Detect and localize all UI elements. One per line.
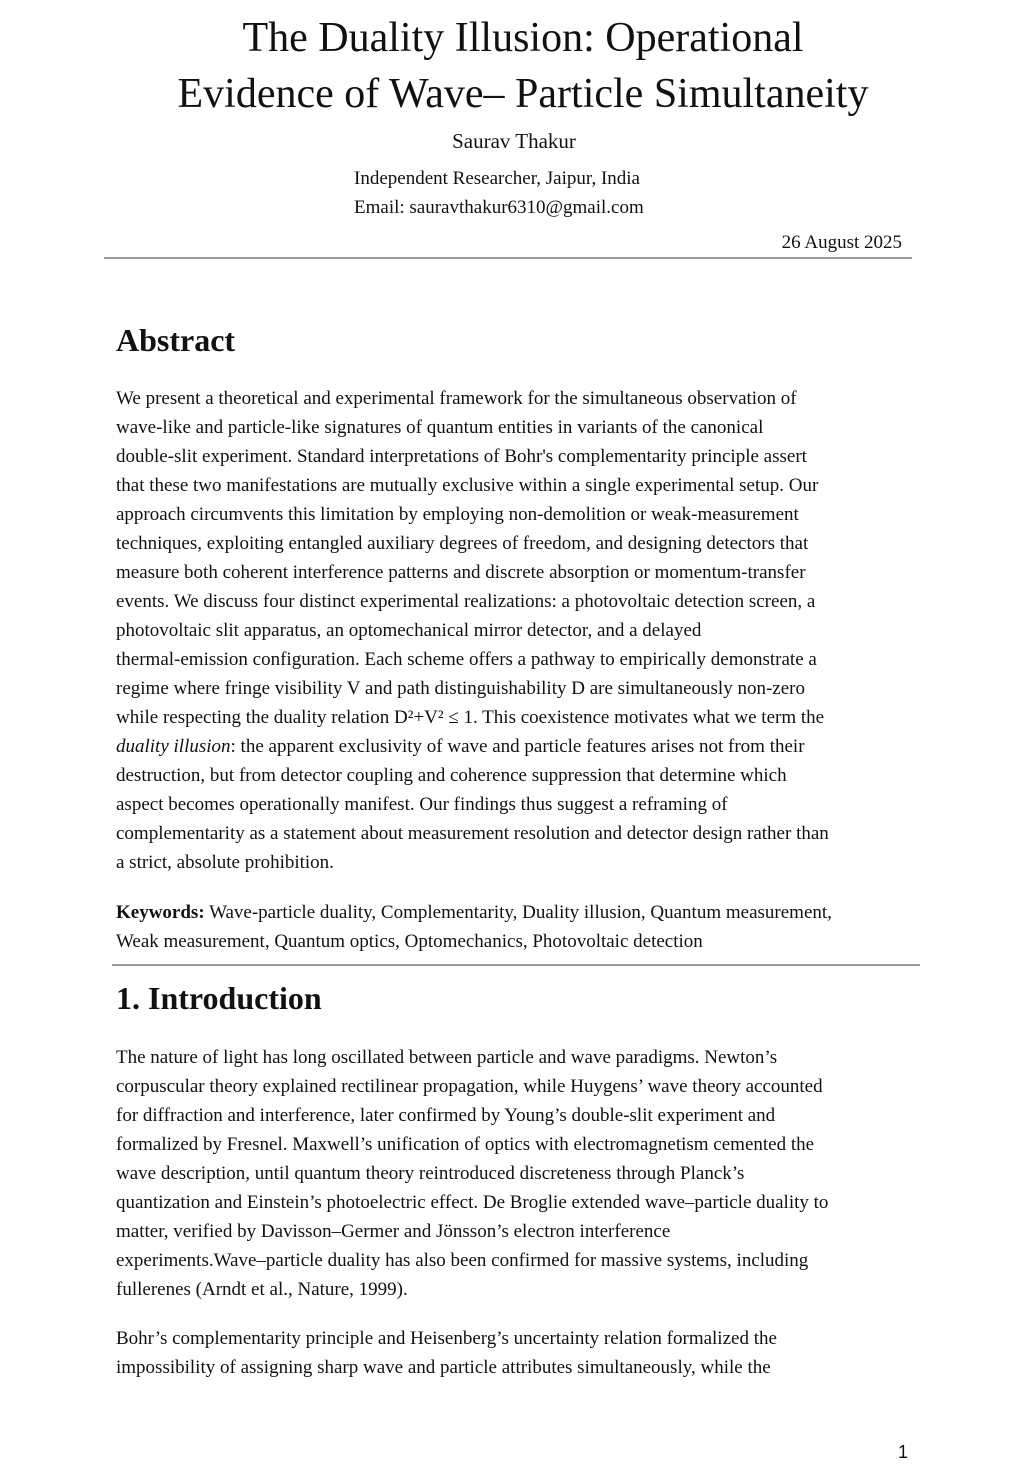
abstract-line: that these two manifestations are mutually exclusive within a single experimental setup. Our	[116, 475, 819, 496]
affiliation-block	[354, 164, 644, 222]
abstract-line: while respecting the duality relation D²+V² ≤ 1. This coexistence motivates what we term the	[116, 707, 825, 728]
abstract-line: events. We discuss four distinct experimental realizations: a photovoltaic detection screen, a	[116, 591, 816, 612]
intro-line: wave description, until quantum theory reintroduced discreteness through Planck’s	[116, 1163, 745, 1184]
abstract-line: wave-like and particle-like signatures of quantum entities in variants of the canonical	[116, 417, 764, 438]
email-line	[354, 193, 644, 222]
abstract-line: measure both coherent interference patterns and discrete absorption or momentum-transfer	[116, 562, 806, 583]
intro-line: matter, verified by Davisson–Germer and Jönsson’s electron interference	[116, 1221, 671, 1242]
affiliation: Independent Researcher, Jaipur, India	[354, 168, 640, 189]
email-link[interactable]: sauravthakur6310@gmail.com	[409, 197, 644, 218]
page-number: 1	[898, 1442, 909, 1462]
intro-line: quantization and Einstein’s photoelectric effect. De Broglie extended wave–particle duality to	[116, 1192, 829, 1213]
abstract-line: double-slit experiment. Standard interpretations of Bohr's complementarity principle assert	[116, 446, 807, 467]
keywords-label: Keywords:	[116, 902, 205, 923]
intro-line: The nature of light has long oscillated between particle and wave paradigms. Newton’s	[116, 1047, 778, 1068]
abstract-line	[116, 732, 916, 761]
abstract-line: destruction, but from detector coupling and coherence suppression that determine which	[116, 765, 787, 786]
intro-line: experiments.Wave–particle duality has also been confirmed for massive systems, including	[116, 1250, 809, 1271]
intro-line: impossibility of assigning sharp wave and particle attributes simultaneously, while the	[116, 1357, 771, 1378]
keywords-line	[116, 898, 916, 927]
abstract-body	[116, 384, 916, 877]
abstract-line: aspect becomes operationally manifest. Our findings thus suggest a reframing of	[116, 794, 728, 815]
abstract-line: approach circumvents this limitation by employing non-demolition or weak-measurement	[116, 504, 799, 525]
email-label: Email:	[354, 197, 405, 218]
abstract-line: complementarity as a statement about measurement resolution and detector design rather than	[116, 823, 829, 844]
introduction-paragraph-1	[116, 1043, 916, 1304]
abstract-line: a strict, absolute prohibition.	[116, 852, 334, 873]
abstract-line-rest: : the apparent exclusivity of wave and particle features arises not from their	[230, 736, 805, 757]
intro-line: Bohr’s complementarity principle and Heisenberg’s uncertainty relation formalized the	[116, 1328, 777, 1349]
duality-illusion-term: duality illusion	[116, 736, 231, 757]
abstract-line: techniques, exploiting entangled auxiliary degrees of freedom, and designing detectors that	[116, 533, 809, 554]
abstract-line: regime where fringe visibility V and path distinguishability D are simultaneously non-zero	[116, 678, 805, 699]
abstract-line: photovoltaic slit apparatus, an optomechanical mirror detector, and a delayed	[116, 620, 702, 641]
abstract-line: thermal-emission configuration. Each scheme offers a pathway to empirically demonstrate a	[116, 649, 817, 670]
abstract-heading: Abstract	[116, 322, 236, 358]
author-name: Saurav Thakur	[452, 129, 576, 153]
title-line-1: The Duality Illusion: Operational	[242, 15, 804, 61]
section-divider	[112, 964, 920, 966]
intro-line: formalized by Fresnel. Maxwell’s unification of optics with electromagnetism cemented the	[116, 1134, 815, 1155]
publication-date: 26 August 2025	[781, 232, 902, 253]
keywords-list-1: Wave-particle duality, Complementarity, Duality illusion, Quantum measurement,	[204, 902, 832, 923]
keywords-list-2: Weak measurement, Quantum optics, Optomechanics, Photovoltaic detection	[116, 931, 703, 952]
abstract-line: We present a theoretical and experimental framework for the simultaneous observation of	[116, 388, 797, 409]
paper-title	[0, 10, 1028, 122]
introduction-heading: 1. Introduction	[116, 980, 322, 1016]
introduction-paragraph-2	[116, 1324, 916, 1382]
header-divider	[104, 257, 912, 259]
keywords	[116, 898, 916, 956]
intro-line: corpuscular theory explained rectilinear propagation, while Huygens’ wave theory accounted	[116, 1076, 823, 1097]
intro-line: fullerenes (Arndt et al., Nature, 1999).	[116, 1279, 408, 1300]
intro-line: for diffraction and interference, later confirmed by Young’s double-slit experiment and	[116, 1105, 776, 1126]
title-line-2: Evidence of Wave– Particle Simultaneity	[177, 71, 869, 117]
